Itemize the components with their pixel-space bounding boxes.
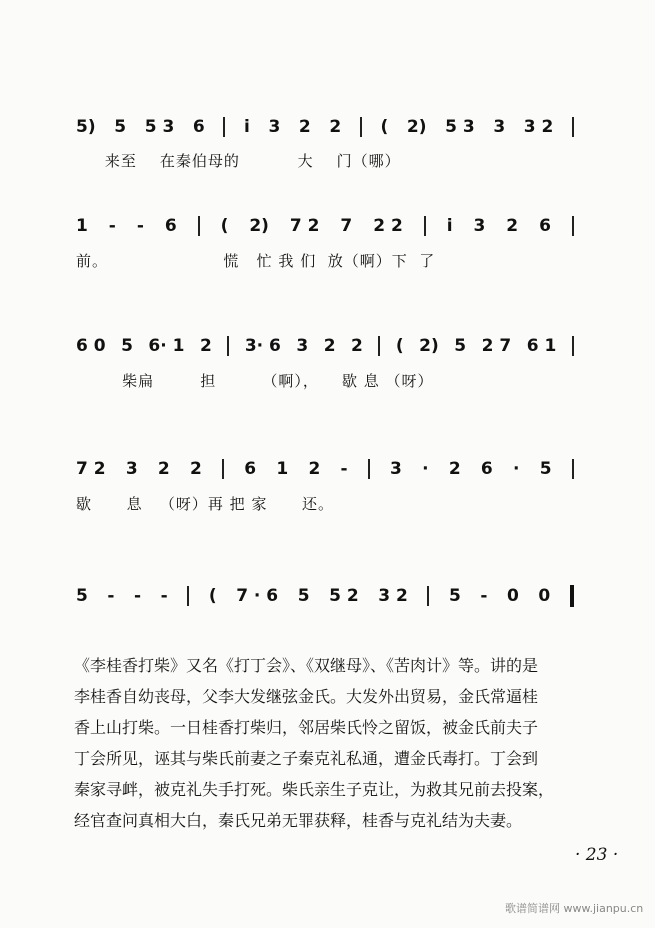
note: 3 [473,216,486,236]
note: 6 [164,216,177,236]
barline [227,336,229,356]
note: 5 [121,336,133,356]
note: 2) [249,216,269,236]
note: 5 [539,459,552,479]
music-row [76,215,574,237]
note: 6 [539,216,551,236]
barline [378,336,380,356]
note: - [160,586,168,606]
note: 5 [76,586,88,606]
barline [572,216,574,236]
note: 6 [192,117,205,137]
note: 7 2 [289,216,320,236]
note: 2 [448,459,461,479]
note: 6 [244,459,257,479]
note: 5 3 [445,117,475,137]
note: 2 [189,459,202,479]
note: 2 [329,117,342,137]
note: 6 [480,459,493,479]
note: 2) [419,336,439,356]
note: 2 [506,216,519,236]
prose-line: 李桂香自幼丧母，父李大发继弦金氏。大发外出贸易，金氏常逼桂 [74,687,539,706]
page-number: · 23 · [575,845,619,865]
note: 6 1 [526,336,557,356]
music-row [76,585,574,607]
barline [427,586,429,606]
note: ( [395,336,404,356]
barline [198,216,200,236]
barline [572,459,574,479]
music-row [76,116,574,138]
note: i [446,216,453,236]
note: - [107,586,115,606]
note: 6· 1 [148,336,185,356]
barline [360,117,362,137]
note: 5 [297,586,310,606]
barline [223,117,225,137]
note: ( [220,216,229,236]
note: 0 [506,586,519,606]
note: 2 2 [373,216,403,236]
note: 2 [157,459,170,479]
note: 3 [390,459,402,479]
barline [424,216,426,236]
barline [572,336,574,356]
note: 5 [448,586,461,606]
prose-line: 秦家寻衅，被克礼失手打死。柴氏亲生子克让，为救其兄前去投案， [74,780,555,799]
note: - [340,459,348,479]
note: 7 · 6 [236,586,279,606]
note: 7 [340,216,353,236]
note: - [108,216,116,236]
note: - [480,586,488,606]
note: 3 [493,117,506,137]
note: 5 3 [144,117,175,137]
prose-line: 经官查问真相大白，秦氏兄弟无罪获释，桂香与克礼结为夫妻。 [74,811,523,830]
note: 3 2 [523,117,554,137]
note: - [136,216,144,236]
music-row [76,335,574,357]
note: 2 [351,336,363,356]
note: 5 2 [329,586,359,606]
note: - [134,586,142,606]
note: i [244,117,250,137]
lyrics-line: 歇 息 （呀）再 把 家 还。 [76,495,335,513]
final-barline [570,585,574,607]
barline [368,459,370,479]
note: 3· 6 [244,336,281,356]
music-row [76,458,574,480]
note: 5 [114,117,127,137]
note: 2 [308,459,321,479]
note: 3 [296,336,309,356]
note: · [512,459,520,479]
note: 1 [276,459,289,479]
prose-line: 《李桂香打柴》又名《打丁会》、《双继母》、《苦肉计》等。讲的是 [74,656,539,675]
story-text [74,650,574,836]
note: 2) [406,117,427,137]
barline [222,459,224,479]
lyrics-line: 前。 慌 忙 我 们 放（啊）下 了 [76,252,436,270]
watermark: 歌谱简谱网 www.jianpu.cn [505,902,644,915]
note: 5) [76,117,96,137]
note: 3 [125,459,138,479]
note: ( [208,586,217,606]
note: 7 2 [76,459,106,479]
note: 1 [76,216,88,236]
note: 0 [538,586,551,606]
lyrics-line: 柴扁 担 （啊）， 歇 息 （呀） [76,372,434,390]
note: 2 [323,336,336,356]
note: 6 0 [76,336,106,356]
note: 2 7 [481,336,512,356]
note: · [422,459,429,479]
note: 3 2 [378,586,408,606]
prose-line: 香上山打柴。一日桂香打柴归，邻居柴氏怜之留饭，被金氏前夫子 [74,718,539,737]
note: 2 [298,117,311,137]
lyrics-line: 来至 在秦伯母的 大 门（哪） [76,152,401,170]
barline [572,117,574,137]
note: 2 [199,336,212,356]
note: 3 [268,117,281,137]
note: ( [380,117,389,137]
note: 5 [454,336,467,356]
barline [187,586,189,606]
prose-line: 丁会所见，诬其与柴氏前妻之子秦克礼私通，遭金氏毒打。丁会到 [74,749,539,768]
